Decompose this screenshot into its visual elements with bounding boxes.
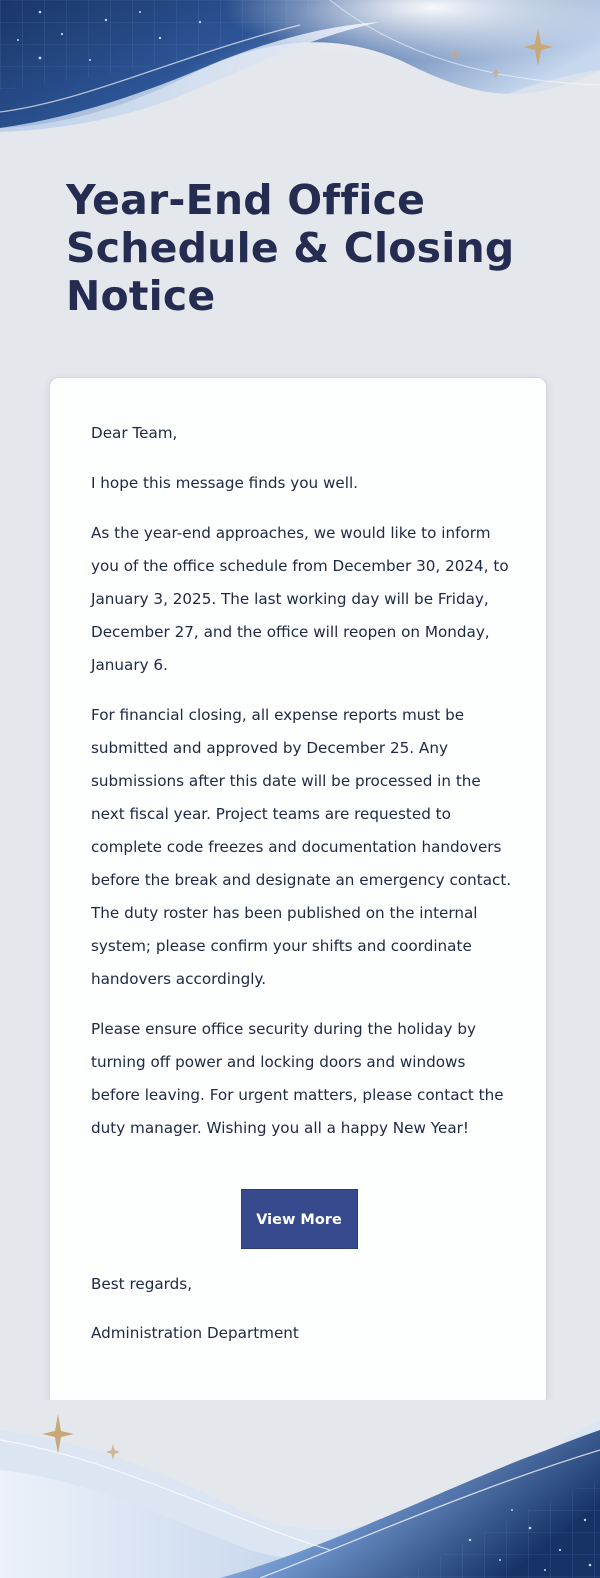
button-row [50, 1189, 548, 1249]
security-paragraph: Please ensure office security during the holiday by turning off power and locking doors and windows before leaving. For urgent matters, please contact the duty manager. Wishing you all a happy New Year! [91, 1020, 504, 1137]
bottom-wave-banner [0, 1400, 600, 1578]
page-title: Year-End Office Schedule & Closing Notice [66, 176, 515, 320]
schedule-paragraph: As the year-end approaches, we would like to inform you of the office schedule from December 30, 2024, to January 3, 2025. The last working day will be Friday, December 27, and the office will reopen on Monday, January 6. [91, 524, 509, 674]
intro-paragraph: I hope this message finds you well. [91, 474, 358, 492]
notice-card [49, 377, 547, 1407]
financial-closing-paragraph: For financial closing, all expense reports must be submitted and approved by December 25. Any submissions after this date will be processed in the next fiscal year. Project teams are requested to complete code freezes and documentation handovers before the break and designate an emergency contact. The duty roster has been published on the internal system; please confirm your shifts and coordinate handovers accordingly. [91, 706, 512, 988]
view-more-button[interactable]: View More [241, 1189, 358, 1249]
letter-closing [91, 1268, 513, 1350]
signoff-text: Best regards, [91, 1275, 193, 1293]
greeting-text: Dear Team, [91, 424, 178, 442]
letter-body [91, 417, 513, 1145]
top-wave-banner [0, 0, 600, 150]
signature-text: Administration Department [91, 1324, 299, 1342]
